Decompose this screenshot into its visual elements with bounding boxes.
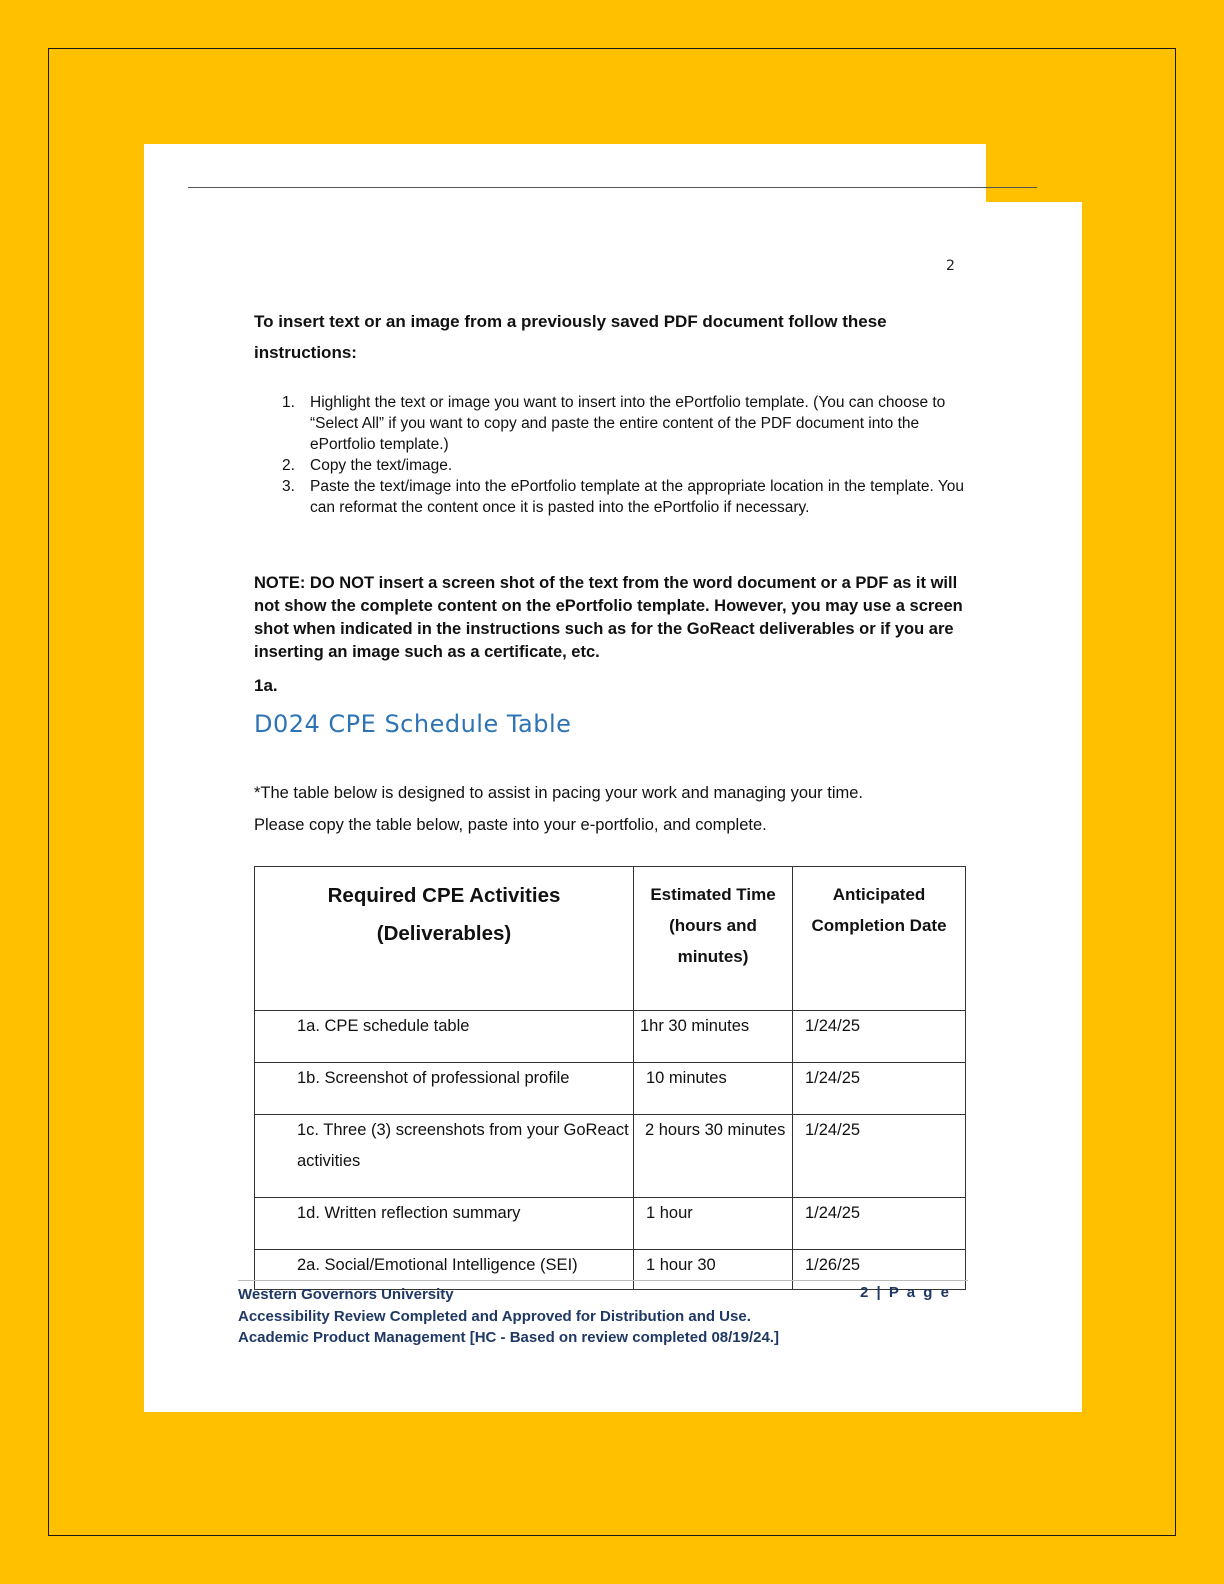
header-completion-date: Anticipated Completion Date xyxy=(793,867,966,1011)
table-row xyxy=(255,1198,966,1250)
list-item xyxy=(282,392,972,455)
table-instructions xyxy=(254,777,974,841)
cell-activity: 1b. Screenshot of professional profile xyxy=(255,1063,634,1115)
cell-date: 1/24/25 xyxy=(793,1198,966,1250)
header-required-activities xyxy=(255,867,634,1011)
list-text: Copy the text/image. xyxy=(310,457,453,474)
header-rule xyxy=(188,187,986,188)
cell-time: 1 hour xyxy=(634,1198,793,1250)
page-sheet-top xyxy=(144,144,986,202)
page-number: 2 xyxy=(946,258,955,274)
table-row xyxy=(255,1063,966,1115)
section-label: 1a. xyxy=(254,676,278,695)
footer-line-accessibility: Accessibility Review Completed and Approved for Distribution and Use. xyxy=(238,1307,751,1325)
note-paragraph: NOTE: DO NOT insert a screen shot of the text from the word document or a PDF as it will not show the complete content on the ePortfolio template. However, you may use a screen shot when indicated in the instructions such as for the GoReact deliverables or if you are inserting an image such as a certificate, etc. xyxy=(254,574,963,661)
footer-page-number: 2 | P a g e xyxy=(860,1284,951,1301)
instruction-list xyxy=(282,392,972,518)
table-header-row xyxy=(255,867,966,1011)
cell-date: 1/24/25 xyxy=(793,1063,966,1115)
page-footer xyxy=(238,1284,958,1349)
table-note-line-2: Please copy the table below, paste into your e-portfolio, and complete. xyxy=(254,816,767,834)
cell-date: 1/24/25 xyxy=(793,1011,966,1063)
cell-time: 2 hours 30 minutes xyxy=(634,1115,793,1198)
list-number: 1. xyxy=(282,394,295,411)
cell-activity: 1a. CPE schedule table xyxy=(255,1011,634,1063)
cell-date: 1/24/25 xyxy=(793,1115,966,1198)
list-item xyxy=(282,476,972,518)
table-row xyxy=(255,1115,966,1198)
schedule-table xyxy=(254,866,966,1290)
header-estimated-time: Estimated Time (hours and minutes) xyxy=(634,867,793,1011)
table-note-line-1: *The table below is designed to assist in pacing your work and managing your time. xyxy=(254,784,864,802)
footer-line-university: Western Governors University xyxy=(238,1286,454,1303)
cell-time: 1hr 30 minutes xyxy=(634,1011,793,1063)
intro-heading: To insert text or an image from a previously saved PDF document follow these instructions: xyxy=(254,312,887,362)
table-row xyxy=(255,1011,966,1063)
section-title: D024 CPE Schedule Table xyxy=(254,710,572,738)
header-text: Required CPE Activities xyxy=(327,884,561,907)
footer-rule xyxy=(238,1280,968,1281)
list-text: Paste the text/image into the ePortfolio template at the appropriate location in the template. You can reformat the content once it is pasted into the ePortfolio if necessary. xyxy=(310,478,965,516)
list-number: 3. xyxy=(282,478,295,495)
cell-activity: 1c. Three (3) screenshots from your GoReact activities xyxy=(255,1115,634,1198)
cell-date: 1/26/25 xyxy=(793,1250,966,1290)
footer-line-review: Academic Product Management [HC - Based on review completed 08/19/24.] xyxy=(238,1329,779,1346)
list-item xyxy=(282,455,972,476)
list-number: 2. xyxy=(282,457,295,474)
list-text: Highlight the text or image you want to insert into the ePortfolio template. (You can choose to “Select All” if you want to copy and paste the entire content of the PDF document into the ePortfolio template.) xyxy=(310,394,946,453)
header-rule-extension xyxy=(986,187,1037,188)
cell-time: 1 hour 30 xyxy=(634,1250,793,1290)
header-text: (Deliverables) xyxy=(376,922,512,945)
cell-activity: 2a. Social/Emotional Intelligence (SEI) xyxy=(255,1250,634,1290)
cell-time: 10 minutes xyxy=(634,1063,793,1115)
cell-activity: 1d. Written reflection summary xyxy=(255,1198,634,1250)
